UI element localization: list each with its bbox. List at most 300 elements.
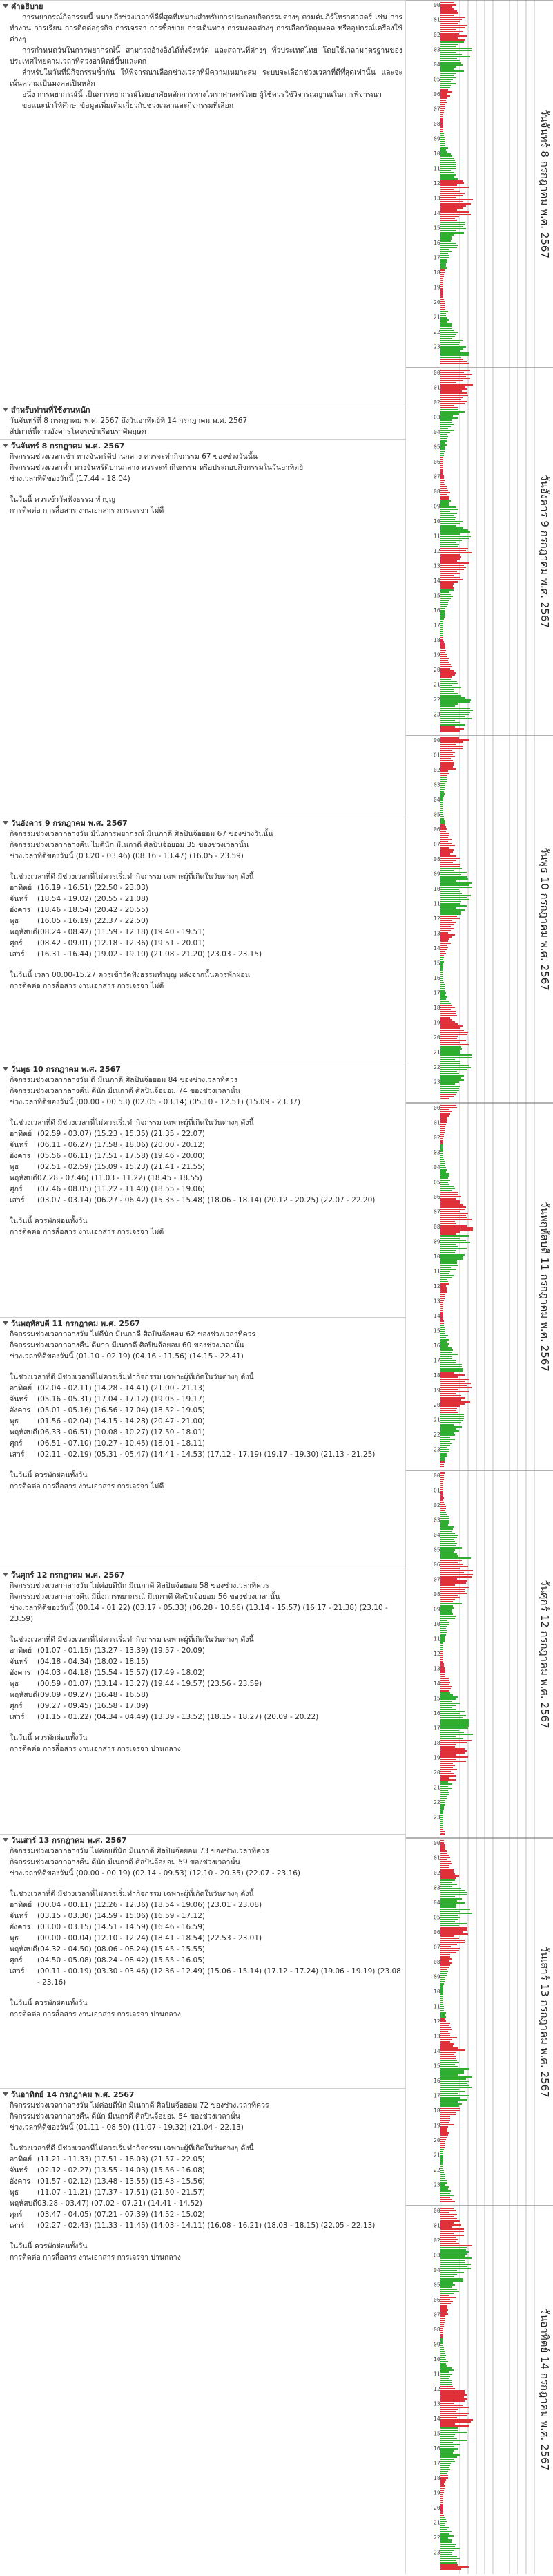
weekday-row [10,1701,405,1712]
day-subhead: ในช่วงเวลาที่ดี มีช่วงเวลาที่ไม่ควรเริ่มทำกิจกรรม เฉพาะผู้ที่เกิดในวันต่างๆ ดังนี้ [10,2144,254,2152]
hour-label: 14 [434,210,440,216]
weekday-times: (08.42 - 09.01) (12.18 - 12.36) (19.51 - 20.01) [37,939,206,947]
weekday-times: (06.51 - 07.10) (10.27 - 10.45) (18.01 - 18.11) [37,1439,206,1448]
hour-label: 08 [434,1591,440,1598]
weekday-times: (04.18 - 04.34) (18.02 - 18.15) [37,1658,148,1666]
hour-label: 08 [434,1224,440,1230]
day-activity-line: ช่วงเวลาที่ดีของวันนี้ (01.10 - 02.19) (04.16 - 11.56) (14.15 - 22.41) [10,1352,244,1361]
weekday-row [10,1405,405,1416]
weekday-times: (01.15 - 01.22) (04.34 - 04.49) (13.39 - 13.52) (18.15 - 18.27) (20.09 - 20.22) [37,1713,319,1721]
weekday-times: (03.00 - 03.15) (14.51 - 14.59) (16.46 - 16.59) [37,1923,206,1931]
weekday-row [10,1128,405,1139]
weekday-label: ศุกร์ [10,1185,23,1193]
hour-label: 08 [434,121,440,127]
hour-label: 23 [434,2549,440,2556]
weekday-label: พฤหัสบดี [10,1691,38,1699]
day-activity-line: กิจกรรมช่วงเวลากลางคืน ไม่ดีนัก มีเนกาดี ศิลปินจ้อยอม 35 ของช่วงเวลานั้น [10,841,249,849]
hour-label: 16 [434,2078,440,2084]
weekday-row [10,916,405,927]
weekday-times: (01.07 - 01.15) (13.27 - 13.39) (19.57 - 20.09) [37,1647,206,1655]
weekday-times: (02.11 - 02.19) (05.31 - 05.47) (14.41 - 14.53) (17.12 - 17.19) (19.17 - 19.30) (21.13 - 21.25) [37,1450,376,1459]
weekday-label: อังคาร [10,1669,30,1677]
hour-label: 23 [434,1446,440,1453]
weekday-times: (05.56 - 06.11) (17.51 - 17.58) (19.46 - 20.00) [37,1152,206,1160]
hour-label: 00 [434,1472,440,1479]
notice-line: สัปดาห์นี้ดาวอังคารโคจรเข้าเรือนราศีพฤษภ [10,428,146,436]
weekday-row [10,1162,405,1173]
hour-label: 06 [434,2297,440,2303]
strip-day-title: วันเสาร์ 13 กรกฎาคม พ.ศ. 2567 [539,1946,551,2098]
day-good-time-line: ช่วงเวลาที่ดีของวันนี้ (17.44 - 18.04) [10,475,130,483]
day-section [0,1834,405,2088]
weekday-row [10,905,405,916]
weekday-label: จันทร์ [10,1912,28,1920]
hour-label: 19 [434,2490,440,2497]
hour-label: 07 [434,841,440,848]
weekday-time-grid [10,1900,405,1988]
hour-label: 08 [434,489,440,495]
weekday-times: (04.50 - 05.08) (08.24 - 08.42) (15.55 - 16.05) [37,1956,206,1964]
hour-label: 02 [434,767,440,773]
weekday-times: (00.04 - 00.11) (12.26 - 12.36) (18.54 - 19.06) (23.01 - 23.08) [37,1901,262,1909]
day-activity-line: กิจกรรมช่วงเวลากลางวัน ไม่ค่อยดีนัก มีเนกาดี ศิลปินจ้อยอม 58 ของช่วงเวลาที่ควร [10,1582,269,1590]
day-note: ในวันนี้ ควรพักผ่อนทั้งวัน [10,1734,88,1742]
day-subhead: ในช่วงเวลาที่ดี มีช่วงเวลาที่ไม่ควรเริ่มทำกิจกรรม เฉพาะผู้ที่เกิดในวันต่างๆ ดังนี้ [10,1373,254,1381]
weekday-row [10,1933,405,1944]
weekday-label: อังคาร [10,2177,30,2186]
hour-label: 20 [434,2137,440,2143]
day-subhead: ในช่วงเวลาที่ดี มีช่วงเวลาที่ไม่ควรเริ่มทำกิจกรรม เฉพาะผู้ที่เกิดในวันต่างๆ ดังนี้ [10,873,254,881]
hour-label: 06 [434,1562,440,1568]
collapse-triangle-icon[interactable] [3,1573,8,1577]
weekday-times: (03.15 - 03.30) (14.59 - 15.06) (16.59 - 17.12) [37,1912,206,1920]
timeline-strip [405,0,553,2574]
day-header[interactable] [0,440,405,451]
collapse-triangle-icon[interactable] [3,444,8,448]
hour-label: 07 [434,1944,440,1951]
hour-label: 02 [434,1135,440,1141]
weekday-times: (08.24 - 08.42) (11.59 - 12.18) (19.40 - 19.51) [37,928,206,936]
day-activity-line: ช่วงเวลาที่ดีของวันนี้ (01.11 - 08.50) (11.07 - 19.32) (21.04 - 22.13) [10,2123,244,2132]
notice-header[interactable] [0,404,405,415]
hour-label: 17 [434,2460,440,2467]
hour-label: 15 [434,2063,440,2070]
intro-header[interactable] [0,1,405,12]
hour-label: 20 [434,667,440,673]
hour-label: 23 [434,1814,440,1821]
hour-label: 01 [434,17,440,23]
weekday-row [10,1394,405,1405]
weekday-label: จันทร์ [10,895,28,903]
hour-label: 18 [434,1372,440,1379]
weekday-label: เสาร์ [10,1196,25,1204]
hour-label: 03 [434,414,440,421]
hour-label: 10 [434,2356,440,2362]
notice-section [0,404,405,439]
hour-label: 11 [434,900,440,907]
weekday-times: (06.33 - 06.51) (10.08 - 10.27) (17.50 - 18.01) [37,1428,206,1437]
weekday-label: ศุกร์ [10,1956,23,1964]
day-header[interactable] [0,817,405,828]
hour-label: 06 [434,459,440,465]
strip-day-title: วันพุธ 10 กรกฎาคม พ.ศ. 2567 [539,847,551,991]
day-title: วันพฤหัสบดี 11 กรกฎาคม พ.ศ. 2567 [11,1319,140,1328]
weekday-times: (11.07 - 11.21) (17.37 - 17.51) (21.50 - 21.57) [37,2188,206,2197]
weekday-time-grid [10,1128,405,1206]
weekday-row [10,2165,405,2176]
intro-paragraph: การกำหนดวันในการพยากรณ์นี้ สามารถอ้างอิงได้ทั้งจังหวัด และสถานที่ต่างๆ ทั่วประเทศไทย โดยใช้เวลามาตรฐานของประเทศไทยตามเวลาที่ดวงอาทิตย์ขึ้นและตก [10,46,402,66]
weekday-label: พุธ [10,1680,19,1688]
weekday-row [10,1911,405,1922]
weekday-row [10,927,405,938]
hour-label: 22 [434,329,440,335]
weekday-label: จันทร์ [10,1141,28,1149]
hour-label: 19 [434,1754,440,1761]
strip-day-title: วันอังคาร 9 กรกฎาคม พ.ศ. 2567 [539,475,551,628]
hour-label: 14 [434,1313,440,1319]
hour-label: 22 [434,2535,440,2541]
hour-label: 09 [434,1606,440,1613]
day-title: วันศุกร์ 12 กรกฎาคม พ.ศ. 2567 [11,1571,125,1580]
hour-label: 00 [434,737,440,744]
hour-label: 00 [434,370,440,376]
intro-paragraph: สำหรับในวันที่มีกิจกรรมซ้ำกัน ให้พิจารณาเลือกช่วงเวลาที่มีความเหมาะสม ระบบจะเลือกช่วงเวลาที่ดีที่สุดเท่านั้น และจะเน้นความเป็นมงคลเป็นหลัก [10,68,402,88]
weekday-row [10,1150,405,1162]
weekday-times: (00.00 - 00.04) (12.10 - 12.24) (18.41 - 18.54) (22.53 - 23.01) [37,1934,262,1942]
weekday-row [10,893,405,905]
hour-label: 21 [434,1049,440,1056]
hour-label: 07 [434,473,440,480]
hour-label: 12 [434,2018,440,2025]
hour-label: 21 [434,1417,440,1423]
day-activity-line: กิจกรรมช่วงเวลากลางวัน ไม่ค่อยดีนัก มีเนกาดี ศิลปินจ้อยอม 72 ของช่วงเวลาที่ควร [10,2101,269,2110]
hour-label: 02 [434,1502,440,1508]
weekday-time-grid [10,1645,405,1723]
hour-label: 15 [434,1327,440,1334]
hour-label: 23 [434,343,440,350]
weekday-label: อาทิตย์ [10,2155,32,2163]
hour-label: 14 [434,2048,440,2054]
hour-label: 02 [434,32,440,38]
hour-label: 12 [434,2386,440,2392]
weekday-row [10,1712,405,1723]
hour-label: 18 [434,1005,440,1011]
day-activity-line: ช่วงเวลาที่ดีของวันนี้ (03.20 - 03.46) (08.16 - 13.47) (16.05 - 23.59) [10,852,244,860]
weekday-label: ศุกร์ [10,1702,23,1710]
day-footer: การติดต่อ การสื่อสาร งานเอกสาร การเจรจา ปานกลาง [10,2010,181,2018]
weekday-time-grid [10,882,405,960]
collapse-triangle-icon[interactable] [3,1838,8,1842]
hour-label: 01 [434,1855,440,1862]
hour-label: 06 [434,1194,440,1200]
weekday-label: อังคาร [10,906,30,914]
day-subhead: ในช่วงเวลาที่ดี มีช่วงเวลาที่ไม่ควรเริ่มทำกิจกรรม เฉพาะผู้ที่เกิดในวันต่างๆ ดังนี้ [10,1119,254,1127]
intro-paragraph: ขอแนะนำให้ศึกษาข้อมูลเพิ่มเติมเกี่ยวกับช่วงเวลาและกิจกรรมที่เลือก [22,102,234,110]
collapse-triangle-icon[interactable] [3,1321,8,1325]
weekday-row [10,1955,405,1966]
timeline-chart [406,0,553,2574]
weekday-label: พุธ [10,2188,19,2197]
strip-day-title: วันจันทร์ 8 กรกฎาคม พ.ศ. 2567 [539,108,551,259]
hour-label: 19 [434,2122,440,2129]
hour-label: 02 [434,399,440,406]
hour-label: 16 [434,2445,440,2452]
day-activity-line: กิจกรรมช่วงเวลากลางคืน ดีมาก มีเนกาดี ศิลปินจ้อยอม 60 ของช่วงเวลานั้น [10,1341,244,1349]
hour-label: 16 [434,1710,440,1716]
day-footer: การติดต่อ การสื่อสาร งานเอกสาร การเจรจา ไม่ดี [10,1228,164,1236]
weekday-row [10,1645,405,1656]
weekday-row [10,882,405,893]
weekday-label: พฤหัสบดี [10,1945,38,1953]
day-title: วันเสาร์ 13 กรกฎาคม พ.ศ. 2567 [11,1836,127,1845]
collapse-triangle-icon[interactable] [3,4,8,8]
hour-label: 04 [434,2267,440,2273]
hour-label: 20 [434,2505,440,2511]
day-footer: การติดต่อ การสื่อสาร งานเอกสาร การเจรจา ปานกลาง [10,1745,181,1753]
weekday-times: (05.01 - 05.16) (16.56 - 17.04) (18.52 - 19.05) [37,1406,206,1414]
collapse-triangle-icon[interactable] [3,408,8,412]
hour-label: 03 [434,46,440,53]
weekday-label: เสาร์ [10,2222,25,2230]
hour-label: 16 [434,607,440,614]
hour-label: 11 [434,1636,440,1642]
hour-label: 21 [434,2519,440,2526]
hour-label: 09 [434,1238,440,1245]
hour-label: 19 [434,284,440,291]
day-activity-line: กิจกรรมช่วงเวลาค่ำ ทางจันทร์ดีปานกลาง ควรจะทำกิจกรรม หรือประกอบกิจกรรมในวันอาทิตย์ [10,464,304,472]
hour-label: 06 [434,1929,440,1935]
weekday-times: (16.05 - 16.19) (22.37 - 22.50) [37,917,148,925]
hour-label: 10 [434,886,440,892]
hour-label: 01 [434,1487,440,1494]
day-header[interactable] [0,1318,405,1329]
weekday-times: (00.59 - 01.07) (13.14 - 13.27) (19.44 - 19.57) (23.56 - 23.59) [37,1680,262,1688]
weekday-row [10,2198,405,2209]
hour-label: 05 [434,2282,440,2289]
weekday-times: (03.47 - 04.05) (07.21 - 07.39) (14.52 - 15.02) [37,2210,206,2219]
hour-label: 09 [434,871,440,878]
day-header[interactable] [0,1835,405,1846]
day-section [0,817,405,1063]
hour-label: 14 [434,578,440,584]
hour-label: 12 [434,548,440,554]
weekday-row [10,1944,405,1955]
hour-label: 16 [434,975,440,981]
weekday-times: (01.57 - 02.12) (13.48 - 13.55) (15.43 - 15.56) [37,2177,206,2186]
day-header[interactable] [0,2089,405,2100]
hour-label: 05 [434,444,440,451]
hour-label: 01 [434,752,440,759]
weekday-times: (03.07 - 03.14) (06.27 - 06.42) (15.35 - 15.48) (18.06 - 18.14) (20.12 - 20.25) (22.07 - 22.20) [37,1196,376,1204]
weekday-times: (02.12 - 02.27) (13.55 - 14.03) (15.56 - 16.08) [37,2166,206,2175]
hour-label: 17 [434,989,440,996]
hour-label: 17 [434,1357,440,1364]
weekday-label: พฤหัสบดี [10,2199,38,2208]
hour-label: 22 [434,2167,440,2173]
day-section [0,439,405,596]
hour-label: 09 [434,2341,440,2348]
weekday-row [10,1416,405,1427]
notice-title: สำหรับท่านที่ใช้งานหนัก [11,406,90,415]
day-activity-line: กิจกรรมช่วงเวลากลางวัน ไม่ค่อยดีนัก มีเนกาดี ศิลปินจ้อยอม 73 ของช่วงเวลาที่ควร [10,1847,269,1855]
hour-label: 14 [434,1680,440,1687]
weekday-row [10,949,405,960]
hour-label: 02 [434,2237,440,2244]
day-note: ในวันนี้ ควรพักผ่อนทั้งวัน [10,2242,88,2251]
weekday-times: (01.56 - 02.04) (14.15 - 14.28) (20.47 - 21.00) [37,1417,206,1426]
hour-label: 12 [434,180,440,187]
hour-label: 11 [434,1268,440,1275]
hour-label: 17 [434,254,440,261]
hour-label: 19 [434,1387,440,1394]
hour-label: 07 [434,2311,440,2318]
weekday-label: เสาร์ [10,950,25,958]
weekday-row [10,1922,405,1933]
weekday-row [10,1667,405,1678]
day-note: ในวันนี้ ควรพักผ่อนทั้งวัน [10,1217,88,1225]
hour-label: 20 [434,299,440,305]
hour-label: 22 [434,1799,440,1806]
weekday-times: (05.16 - 05.31) (17.04 - 17.12) (19.05 - 19.17) [37,1395,206,1403]
day-section [0,1569,405,1834]
hour-label: 18 [434,269,440,276]
weekday-label: อาทิตย์ [10,884,32,892]
hour-label: 18 [434,1740,440,1746]
weekday-label: พฤหัสบดี [10,928,38,936]
weekday-label: เสาร์ [10,1713,25,1721]
day-activity-line: ช่วงเวลาที่ดีของวันนี้ (00.00 - 00.19) (02.14 - 09.53) (12.10 - 20.35) (22.07 - 23.16) [10,1869,301,1877]
weekday-times: (16.31 - 16.44) (19.02 - 19.10) (21.08 - 21.20) (23.03 - 23.15) [37,950,262,958]
hour-label: 17 [434,622,440,629]
day-note: ในวันนี้ ควรพักผ่อนทั้งวัน [10,1471,88,1479]
hour-label: 21 [434,681,440,688]
hour-label: 04 [434,1164,440,1171]
weekday-label: อังคาร [10,1406,30,1414]
hour-label: 18 [434,2108,440,2114]
day-activity-line: กิจกรรมช่วงเวลาเช้า ทางจันทร์ดีปานกลาง ควรจะทำกิจกรรม 67 ของช่วงวันนั้น [10,453,258,461]
weekday-times: (02.59 - 03.07) (15.23 - 15.35) (21.35 - 22.07) [37,1130,206,1138]
hour-label: 07 [434,106,440,113]
day-footer: การติดต่อ การสื่อสาร งานเอกสาร การเจรจา ปานกลาง [10,2253,181,2262]
hour-label: 19 [434,652,440,659]
weekday-row [10,1900,405,1911]
day-activity-line: กิจกรรมช่วงเวลากลางคืน มีนิ่งการพยากรณ์ มีเนกาดี ศิลปินจ้อยอม 56 ของช่วงเวลานั้น [10,1593,280,1601]
weekday-row [10,2176,405,2187]
day-activity-line: กิจกรรมช่วงเวลากลางวัน ดี มีเนกาดี ศิลปินจ้อยอม 84 ของช่วงเวลาที่ควร [10,1076,238,1084]
weekday-times: 07.28 - 07.46) (11.03 - 11.22) (18.45 - 18.55) [37,1174,202,1182]
hour-label: 12 [434,916,440,922]
day-activity-line: กิจกรรมช่วงเวลากลางคืน ดีนัก มีเนกาดี ศิลปินจ้อยอม 59 ของช่วงเวลานั้น [10,1858,240,1866]
hour-label: 22 [434,697,440,703]
day-subhead: ในช่วงเวลาที่ดี มีช่วงเวลาที่ไม่ควรเริ่มทำกิจกรรม เฉพาะผู้ที่เกิดในวันต่างๆ ดังนี้ [10,1890,254,1898]
hour-label: 18 [434,2475,440,2481]
hour-label: 13 [434,562,440,569]
hour-label: 05 [434,811,440,818]
day-footer: การติดต่อ การสื่อสาร งานเอกสาร การเจรจา ไม่ดี [10,506,164,515]
hour-label: 03 [434,2252,440,2259]
hour-label: 03 [434,782,440,788]
day-activity-line: ช่วงเวลาที่ดีของวันนี้ (00.14 - 01.22) (03.17 - 05.33) (06.28 - 10.56) (13.14 - 15.57) (16.17 - 21.38) (23.10 - 23.59) [10,1604,391,1623]
day-title: วันอังคาร 9 กรกฎาคม พ.ศ. 2567 [11,819,128,828]
weekday-times: (18.46 - 18.54) (20.42 - 20.55) [37,906,148,914]
weekday-label: อังคาร [10,1152,30,1160]
hour-label: 15 [434,225,440,231]
weekday-row [10,1966,405,1988]
hour-label: 11 [434,533,440,540]
hour-label: 13 [434,930,440,937]
day-section [0,1063,405,1317]
hour-label: 19 [434,1019,440,1026]
hour-label: 12 [434,1283,440,1289]
hour-label: 22 [434,1432,440,1438]
day-activity-line: ช่วงเวลาที่ดีของวันนี้ (00.00 - 00.53) (02.05 - 03.14) (05.10 - 12.51) (15.09 - 23.37) [10,1098,301,1106]
weekday-time-grid [10,1383,405,1460]
day-section [0,1317,405,1569]
hour-label: 10 [434,1253,440,1260]
hour-label: 13 [434,1665,440,1672]
hour-label: 04 [434,61,440,68]
hour-label: 09 [434,1973,440,1980]
notice-line: วันจันทร์ที่ 8 กรกฎาคม พ.ศ. 2567 ถึงวันอาทิตย์ที่ 14 กรกฎาคม พ.ศ. 2567 [10,417,247,425]
hour-label: 23 [434,2181,440,2188]
hour-label: 21 [434,314,440,321]
hour-label: 09 [434,503,440,510]
weekday-label: เสาร์ [10,1967,25,1976]
day-header[interactable] [0,1063,405,1074]
hour-label: 01 [434,1119,440,1126]
day-note: ในวันนี้ ควรพักผ่อนทั้งวัน [10,1999,88,2007]
hour-label: 00 [434,1840,440,1846]
hour-label: 13 [434,2033,440,2040]
hour-label: 07 [434,1209,440,1215]
weekday-times: (11.21 - 11.33) (17.51 - 18.03) (21.57 - 22.05) [37,2155,206,2163]
intro-paragraph: อนึ่ง การพยากรณ์นี้ เป็นการพยากรณ์โดยอาศัยหลักการทางโหราศาสตร์ไทย ผู้ใช้ควรใช้วิจารณญาณในการพิจารณา [22,91,382,99]
weekday-row [10,2209,405,2220]
hour-label: 11 [434,2003,440,2010]
weekday-label: อาทิตย์ [10,1384,32,1392]
weekday-label: พุธ [10,917,19,925]
hour-label: 04 [434,1900,440,1906]
hour-label: 05 [434,76,440,83]
weekday-times: (06.11 - 06.27) (17.58 - 18.06) (20.00 - 20.12) [37,1141,206,1149]
intro-paragraph: การพยากรณ์กิจกรรมนี้ หมายถึงช่วงเวลาที่ดีที่สุดที่เหมาะสำหรับการประกอบกิจกรรมต่างๆ ตามคัมภีร์โหราศาสตร์ เช่น การทำงาน การเรียน การติดต่อธุรกิจ การเจรจา การซื้อขาย การเดินทาง การมงคลต่างๆ การเลือกวัตถุมงคล หรืออุปกรณ์เครื่องใช้ต่างๆ [10,13,402,44]
day-subhead: ในช่วงเวลาที่ดี มีช่วงเวลาที่ไม่ควรเริ่มทำกิจกรรม เฉพาะผู้ที่เกิดในวันต่างๆ ดังนี้ [10,1636,254,1644]
weekday-label: พฤหัสบดี [10,1428,38,1437]
hour-label: 11 [434,2371,440,2378]
hour-label: 17 [434,1725,440,1732]
hour-label: 16 [434,1343,440,1349]
weekday-label: พุธ [10,1417,19,1426]
hour-label: 13 [434,195,440,202]
hour-label: 13 [434,1298,440,1305]
hour-label: 08 [434,856,440,862]
hour-label: 01 [434,384,440,391]
hour-label: 23 [434,711,440,718]
weekday-times: (16.19 - 16.51) (22.50 - 23.03) [37,884,148,892]
collapse-triangle-icon[interactable] [3,821,8,825]
hour-label: 01 [434,2222,440,2229]
hour-label: 05 [434,1546,440,1553]
hour-label: 23 [434,1079,440,1086]
hour-label: 10 [434,518,440,524]
hour-label: 00 [434,1105,440,1111]
collapse-triangle-icon[interactable] [3,2092,8,2096]
hour-label: 08 [434,2327,440,2333]
hour-label: 15 [434,1695,440,1702]
day-note: ในวันนี้ เวลา 00.00-15.27 ควรเข้าวัดฟังธรรมทำบุญ หลังจากนั้นควรพักผ่อน [10,971,250,979]
day-header[interactable] [0,1569,405,1580]
collapse-triangle-icon[interactable] [3,1067,8,1071]
